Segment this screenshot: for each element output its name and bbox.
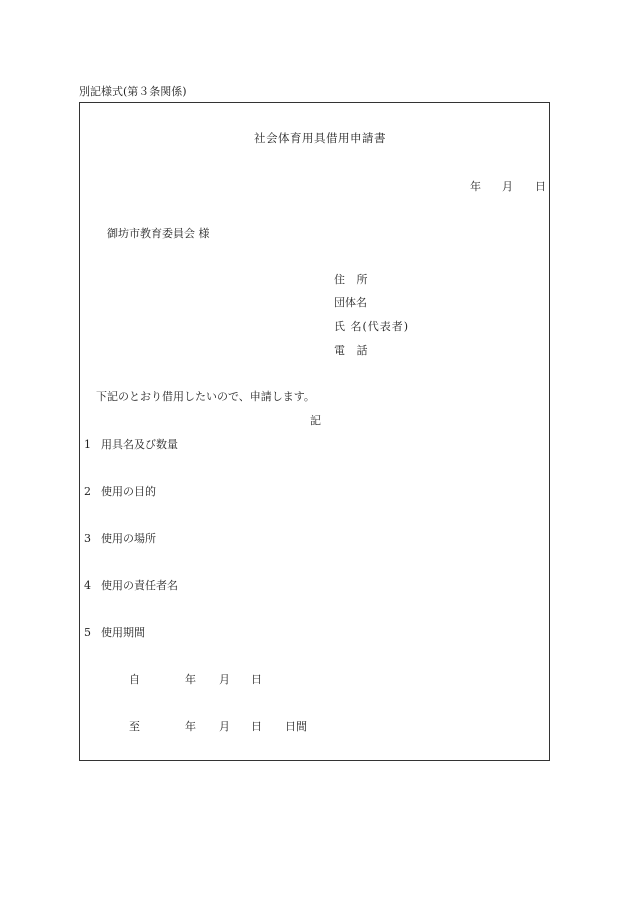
item-2 <box>84 486 156 497</box>
period-to-label: 至 <box>129 720 140 733</box>
period-from-year: 年 <box>185 673 196 686</box>
item-label: 使用の目的 <box>101 485 156 498</box>
date-month: 月 <box>502 180 513 193</box>
addressee: 御坊市教育委員会 様 <box>107 227 210 240</box>
item-number: 1 <box>84 438 91 451</box>
period-from-line <box>129 674 262 685</box>
annex-label: 別記様式(第３条関係) <box>79 85 187 98</box>
item-label: 使用の責任者名 <box>101 579 178 592</box>
item-number: 4 <box>84 579 91 592</box>
period-days: 日間 <box>285 720 307 733</box>
applicant-address-label: 住 所 <box>334 273 372 286</box>
period-to-line <box>129 721 307 732</box>
application-form <box>79 102 550 761</box>
period-to-year: 年 <box>185 720 196 733</box>
period-from-month: 月 <box>219 673 230 686</box>
date-day: 日 <box>535 180 546 193</box>
period-from-day: 日 <box>251 673 262 686</box>
item-label: 用具名及び数量 <box>101 438 178 451</box>
period-to-month: 月 <box>219 720 230 733</box>
applicant-group-label: 団体名 <box>334 296 367 309</box>
item-5 <box>84 627 145 638</box>
ki-heading: 記 <box>310 414 321 427</box>
request-statement: 下記のとおり借用したいので、申請します。 <box>96 390 315 403</box>
item-4 <box>84 580 178 591</box>
item-number: 3 <box>84 532 91 545</box>
item-label: 使用期間 <box>101 626 145 639</box>
form-title: 社会体育用具借用申請書 <box>254 131 386 145</box>
item-1 <box>84 439 178 450</box>
item-number: 5 <box>84 626 91 639</box>
period-from-label: 自 <box>129 673 140 686</box>
applicant-phone-label: 電 話 <box>334 344 372 357</box>
period-to-day: 日 <box>251 720 262 733</box>
item-number: 2 <box>84 485 91 498</box>
item-3 <box>84 533 156 544</box>
item-label: 使用の場所 <box>101 532 156 545</box>
applicant-name-label: 氏 名(代表者) <box>334 320 410 333</box>
date-year: 年 <box>470 180 481 193</box>
